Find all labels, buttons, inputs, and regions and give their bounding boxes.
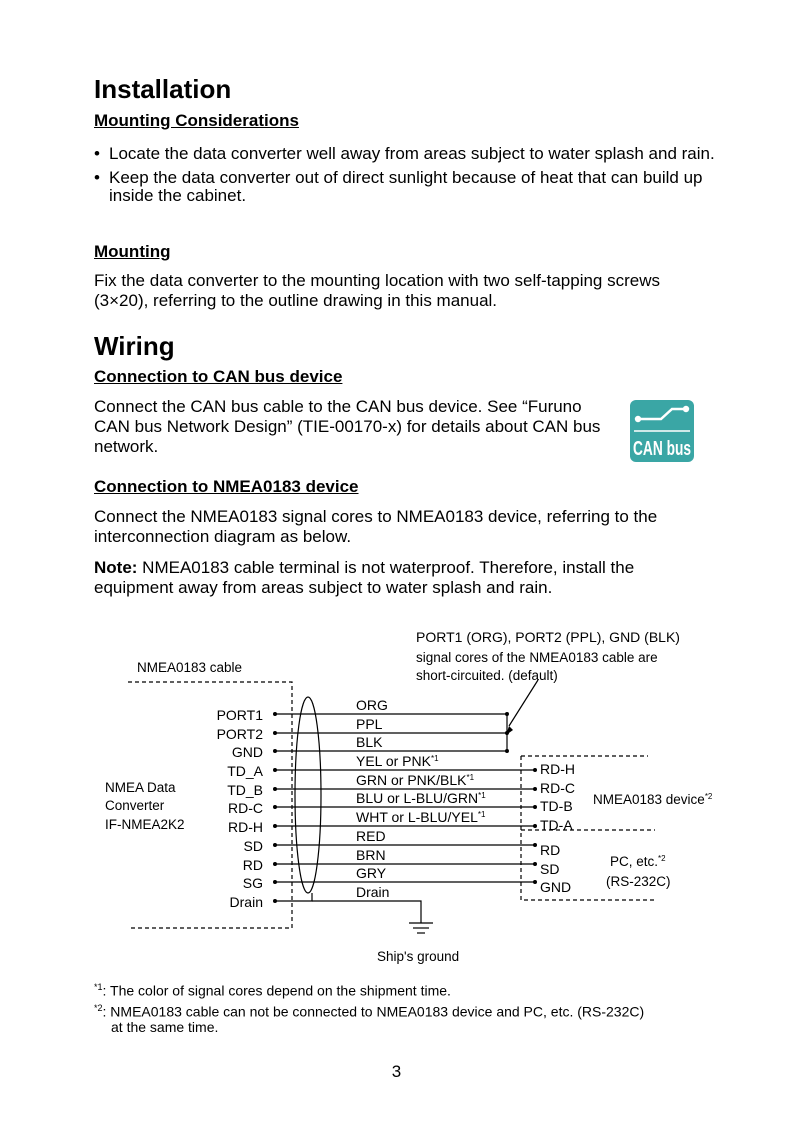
interconnection-diagram bbox=[0, 620, 793, 970]
note-pointer bbox=[509, 680, 538, 726]
wire-label: PPL bbox=[356, 716, 383, 732]
mounting-considerations-list bbox=[94, 145, 724, 211]
note-text: NMEA0183 cable terminal is not waterproof. Therefore, install the equipment away from areas subject to water splash and rain. bbox=[94, 558, 635, 597]
wire-label: BRN bbox=[356, 847, 386, 863]
nmea-device-pin: RD-H bbox=[540, 761, 575, 777]
diagram-lines bbox=[128, 680, 657, 933]
pc-pin: SD bbox=[540, 861, 560, 877]
wire-label: Drain bbox=[356, 884, 390, 900]
converter-label: NMEA Data bbox=[105, 780, 176, 795]
can-bus-icon bbox=[630, 400, 694, 462]
pc-sublabel: (RS-232C) bbox=[606, 874, 671, 889]
nmea-heading: Connection to NMEA0183 device bbox=[94, 477, 359, 496]
wire-labels bbox=[356, 697, 486, 900]
wire-label: ORG bbox=[356, 697, 388, 713]
pc-pin: GND bbox=[540, 879, 572, 895]
pin-label: PORT1 bbox=[216, 707, 263, 723]
pin-label: SG bbox=[242, 875, 263, 891]
pin-label: TD_A bbox=[227, 763, 263, 779]
page-number: 3 bbox=[391, 1062, 402, 1081]
drain-to-ground bbox=[312, 901, 421, 923]
pin-label: Drain bbox=[229, 894, 263, 910]
installation-title: Installation bbox=[94, 74, 232, 104]
wire-label: BLU or L-BLU/GRN$^{*1}$ bbox=[356, 790, 486, 806]
can-bus-heading: Connection to CAN bus device bbox=[94, 367, 343, 386]
note-label: Note: bbox=[94, 558, 138, 577]
wire-label: WHT or L-BLU/YEL$^{*1}$ bbox=[356, 809, 486, 825]
footnote-2-continued: at the same time. bbox=[111, 1019, 219, 1035]
nmea-device-pin: TD-B bbox=[540, 798, 573, 814]
mounting-considerations-heading: Mounting Considerations bbox=[94, 111, 299, 130]
converter-label: IF-NMEA2K2 bbox=[105, 817, 185, 832]
pc-pin: RD bbox=[540, 842, 561, 858]
wire-label: RED bbox=[356, 828, 386, 844]
wire-label: GRY bbox=[356, 865, 387, 881]
pin-label: TD_B bbox=[227, 782, 263, 798]
nmea-device-pin: TD-A bbox=[540, 817, 573, 833]
pin-label: SD bbox=[243, 838, 263, 854]
wire-label: YEL or PNK$^{*1}$ bbox=[356, 753, 439, 769]
wiring-title: Wiring bbox=[94, 331, 175, 361]
footnote-2: $^{*2}$: NMEA0183 cable can not be connected to NMEA0183 device and PC, etc. (RS-232C) bbox=[94, 1003, 645, 1020]
mounting-heading: Mounting bbox=[94, 242, 171, 261]
pin-label: RD-C bbox=[228, 800, 263, 816]
pc-label: PC, etc.$^{*2}$ bbox=[610, 854, 666, 869]
pin-label: GND bbox=[231, 744, 263, 760]
pin-label: RD-H bbox=[228, 819, 263, 835]
pin-label: PORT2 bbox=[216, 726, 263, 742]
port-note-line: PORT1 (ORG), PORT2 (PPL), GND (BLK) bbox=[416, 629, 680, 645]
can-bus-icon-label: CAN bus bbox=[633, 438, 691, 460]
pin-label: RD bbox=[242, 857, 263, 873]
nmea-device-pin: RD-C bbox=[540, 780, 575, 796]
wire-drain bbox=[275, 893, 312, 901]
can-bus-text: Connect the CAN bus cable to the CAN bus device. See “Furuno CAN bus Network Design” (TIE-00170-x) for details about CAN bus network. bbox=[94, 397, 601, 456]
nmea-note bbox=[94, 558, 714, 598]
port-note-line: signal cores of the NMEA0183 cable are bbox=[416, 650, 658, 665]
wire-label: GRN or PNK/BLK$^{*1}$ bbox=[356, 772, 475, 788]
converter-pins bbox=[217, 707, 264, 910]
list-item: • Locate the data converter well away from areas subject to water splash and rain. bbox=[94, 145, 724, 163]
ground-label: Ship's ground bbox=[377, 949, 460, 964]
list-item: • Keep the data converter out of direct sunlight because of heat that can build up inside the cabinet. bbox=[94, 169, 724, 205]
nmea-device-label: NMEA0183 device$^{*2}$ bbox=[593, 792, 713, 807]
mounting-text: Fix the data converter to the mounting location with two self-tapping screws (3×20), referring to the outline drawing in this manual. bbox=[94, 271, 661, 310]
nmea-text: Connect the NMEA0183 signal cores to NMEA0183 device, referring to the interconnection diagram as below. bbox=[94, 507, 658, 546]
cable-label: NMEA0183 cable bbox=[137, 660, 243, 675]
converter-label: Converter bbox=[105, 798, 165, 813]
wire-label: BLK bbox=[356, 734, 383, 750]
footnote-1: $^{*1}$: The color of signal cores depend on the shipment time. bbox=[94, 982, 451, 999]
port-note-line: short-circuited. (default) bbox=[416, 668, 558, 683]
